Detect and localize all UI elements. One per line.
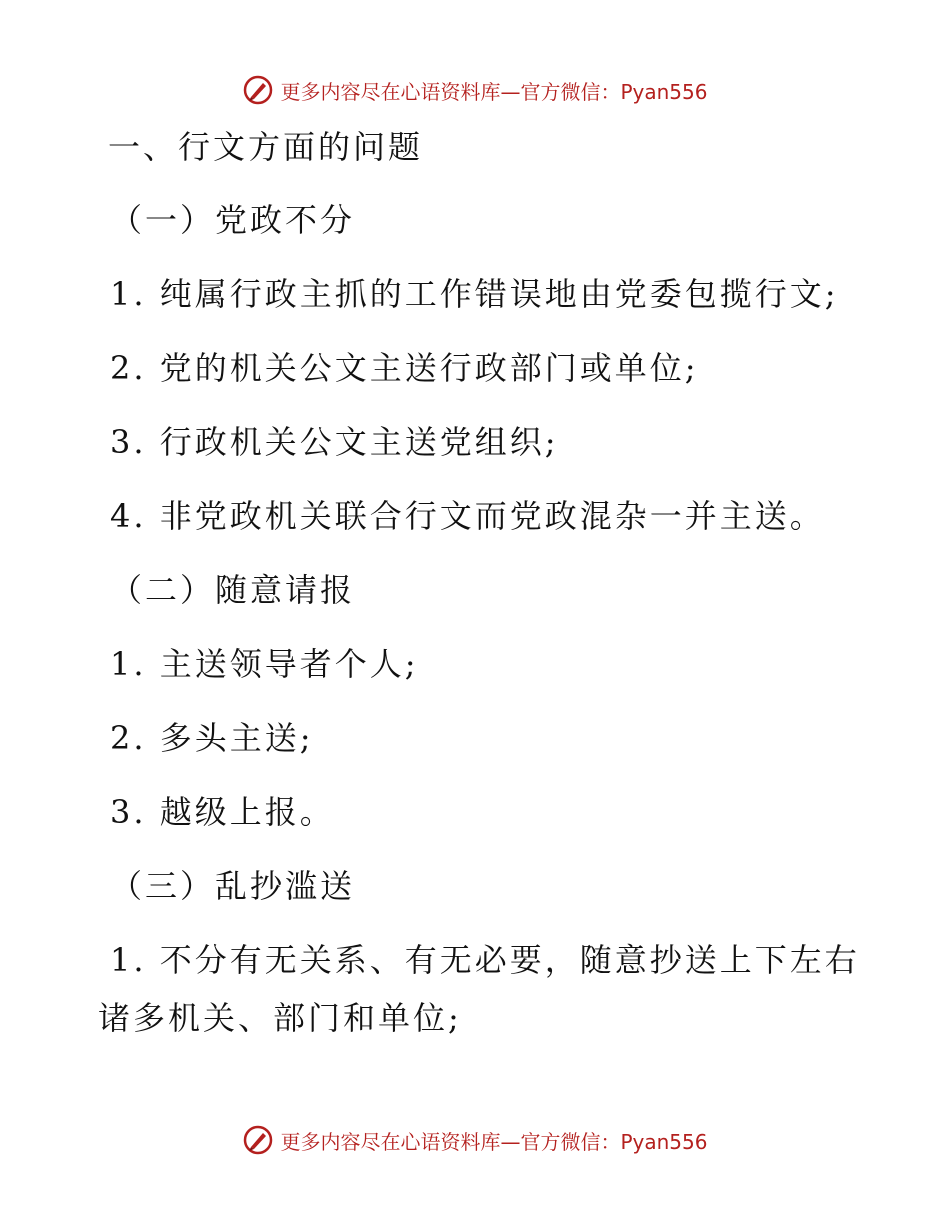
list-item: 1. 不分有无关系、有无必要，随意抄送上下左右 (110, 941, 860, 979)
footer-watermark-text: 更多内容尽在心语资料库—官方微信：Pyan556 (280, 1129, 708, 1154)
list-item-continuation: 诸多机关、部门和单位; (98, 999, 462, 1037)
list-item: 1. 主送领导者个人; (110, 645, 419, 683)
pen-logo-icon (242, 1124, 274, 1156)
subsection-heading: （一）党政不分 (110, 201, 356, 239)
list-item: 1. 纯属行政主抓的工作错误地由党委包揽行文; (110, 275, 839, 313)
list-item: 4. 非党政机关联合行文而党政混杂一并主送。 (110, 497, 825, 535)
subsection-heading: （三）乱抄滥送 (110, 867, 356, 905)
list-item: 2. 党的机关公文主送行政部门或单位; (110, 349, 699, 387)
header-watermark-text: 更多内容尽在心语资料库—官方微信：Pyan556 (280, 79, 708, 104)
footer-watermark-banner (0, 1120, 950, 1160)
list-item: 2. 多头主送; (110, 719, 314, 757)
list-item: 3. 越级上报。 (110, 793, 335, 831)
list-item: 3. 行政机关公文主送党组织; (110, 423, 559, 461)
subsection-heading: （二）随意请报 (110, 571, 356, 609)
section-heading: 一、行文方面的问题 (108, 128, 424, 166)
